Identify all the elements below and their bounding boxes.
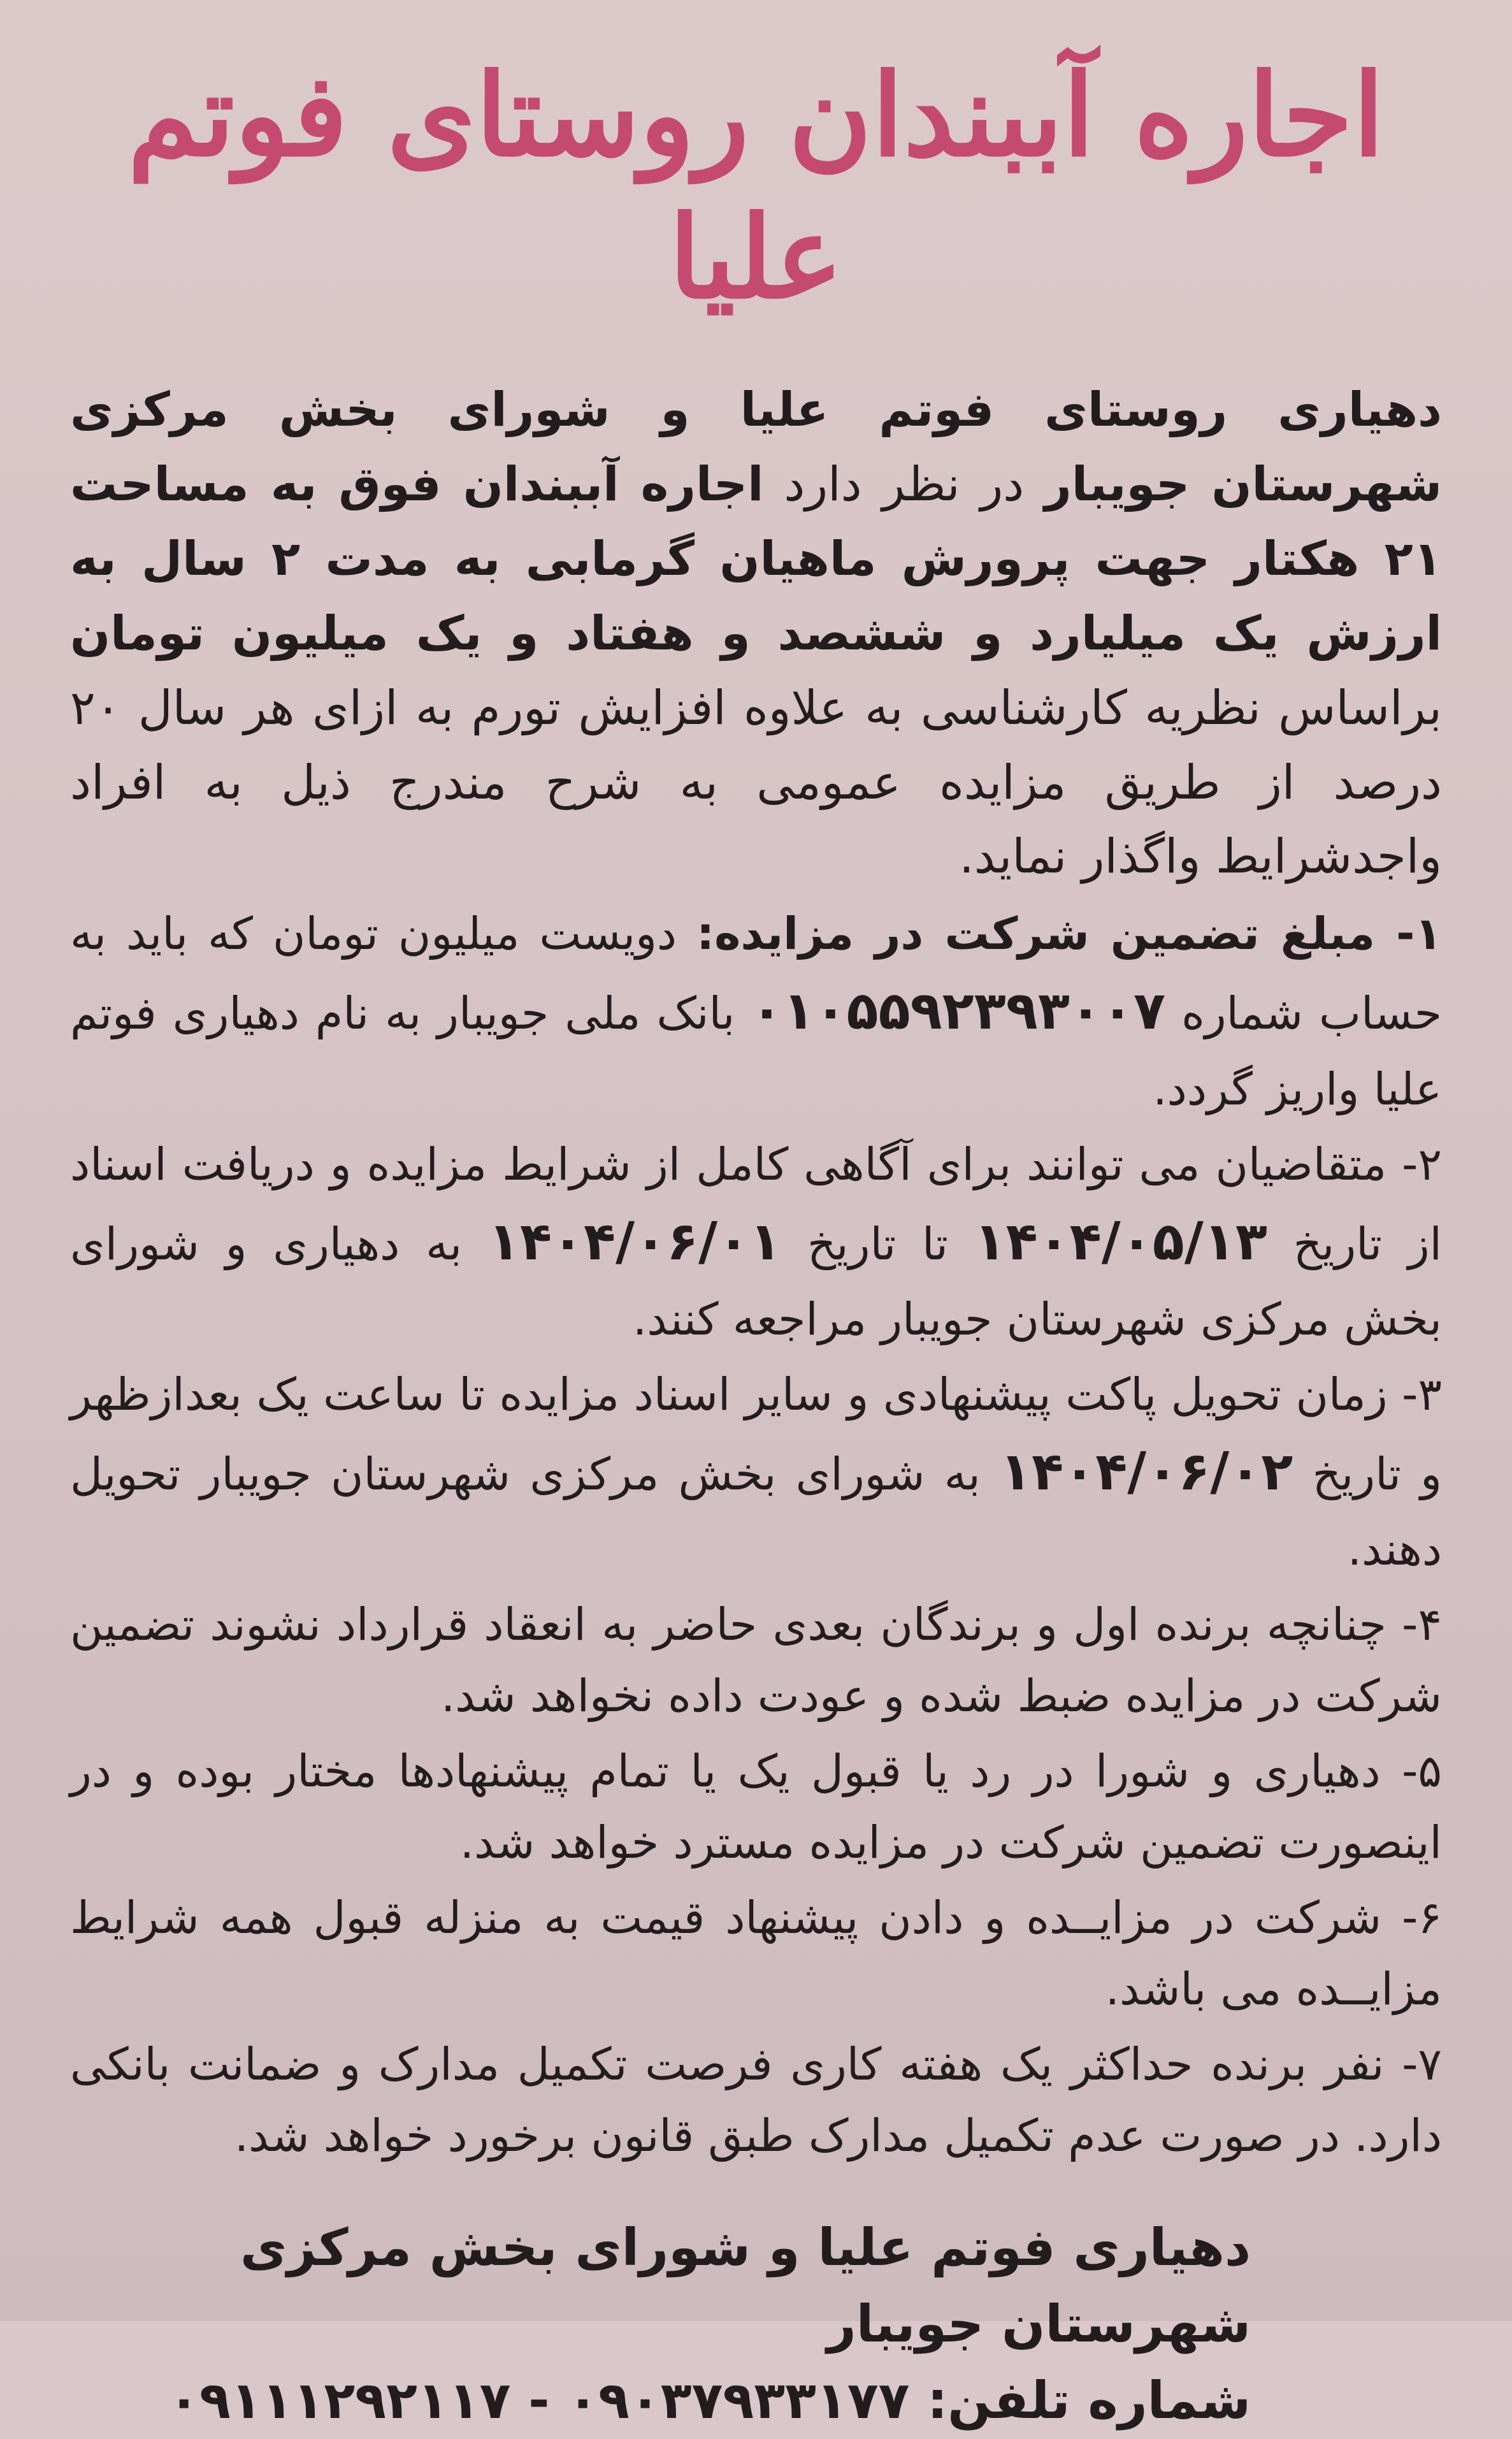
clause-2 bbox=[70, 1129, 1442, 1355]
date-from: ۱۴۰۴/۰۵/۱۳ bbox=[974, 1211, 1267, 1272]
intro-text: در نظر دارد bbox=[784, 456, 1025, 512]
clause-6: ۶- شرکت در مزایــده و دادن پیشنهاد قیمت به منزله قبول همه شرایط مزایــده می باشد. bbox=[70, 1891, 1442, 2015]
clause-5: ۵- دهیاری و شورا در رد یا قبول یک یا تمام پیشنهادها مختار بوده و در اینصورت تضمین شرکت در مزایده مسترد خواهد شد. bbox=[70, 1744, 1442, 1869]
clause-1 bbox=[70, 898, 1442, 1124]
intro-subject: اجاره آببندان فوق به مساحت ۲۱ هکتار جهت پرورش ماهیان گرمابی به مدت ۲ سال به ارزش یک میلیارد و ششصد و هفتاد و یک میلیون تومان bbox=[70, 456, 1442, 661]
clause-2-text-b: تا تاریخ bbox=[807, 1217, 948, 1270]
clause-7: ۷- نفر برنده حداکثر یک هفته کاری فرصت تکمیل مدارک و ضمانت بانکی دارد. در صورت عدم تکمیل مدارک طبق قانون برخورد خواهد شد. bbox=[70, 2037, 1442, 2162]
clause-1-label: ۱- مبلغ تضمین شرکت در مزایده: bbox=[696, 908, 1442, 960]
clause-1-text-a: دویست میلیون تومان که باید به حساب شماره bbox=[70, 908, 1442, 1040]
date-to: ۱۴۰۴/۰۶/۰۱ bbox=[487, 1211, 782, 1272]
phone-label: شماره تلفن: bbox=[927, 2370, 1251, 2430]
clause-3 bbox=[70, 1359, 1442, 1585]
delivery-date: ۱۴۰۴/۰۶/۰۲ bbox=[1000, 1441, 1293, 1502]
ad-title: اجاره آببندان روستای فوتم علیا bbox=[127, 48, 1385, 324]
intro-paragraph bbox=[70, 373, 1442, 894]
intro-organization: دهیاری روستای فوتم علیا و شورای بخش مرکزی شهرستان جویبار bbox=[70, 382, 1442, 512]
clause-2-text-a: ۲- متقاضیان می توانند برای آگاهی کامل از شرایط مزایده و دریافت اسناد از تاریخ bbox=[70, 1138, 1442, 1270]
footer-organization: دهیاری فوتم علیا و شورای بخش مرکزی شهرستان جویبار bbox=[240, 2217, 1251, 2354]
footer-phones-line bbox=[70, 2363, 1251, 2439]
intro-conditions: براساس نظریه کارشناسی به علاوه افزایش تورم به ازای هر سال ۲۰ درصد از طریق مزایده عمومی به شرح مندرج ذیل به افراد واجدشرایط واگذار نماید. bbox=[70, 680, 1442, 885]
phone-numbers: ۰۹۰۳۷۹۳۳۱۷۷ - ۰۹۱۱۱۲۹۲۱۱۷ bbox=[168, 2370, 910, 2430]
ad-footer bbox=[70, 2210, 1442, 2439]
account-number: ۰۱۰۵۵۹۲۳۹۳۰۰۷ bbox=[751, 981, 1166, 1042]
clause-3-text-a: ۳- زمان تحویل پاکت پیشنهادی و سایر اسناد مزایده تا ساعت یک بعدازظهر و تاریخ bbox=[70, 1368, 1442, 1500]
clause-1-text-b: بانک ملی جویبار به نام دهیاری فوتم علیا واریز گردد. bbox=[70, 987, 1442, 1115]
clause-4: ۴- چنانچه برنده اول و برندگان بعدی حاضر به انعقاد قرارداد نشوند تضمین شرکت در مزایده ضبط شده و عودت داده نخواهد شد. bbox=[70, 1598, 1442, 1722]
clause-2-text-c: به دهیاری و شورای بخش مرکزی شهرستان جویبار مراجعه کنند. bbox=[70, 1217, 1442, 1345]
clause-3-text-b: به شورای بخش مرکزی شهرستان جویبار تحویل دهند. bbox=[70, 1447, 1442, 1575]
